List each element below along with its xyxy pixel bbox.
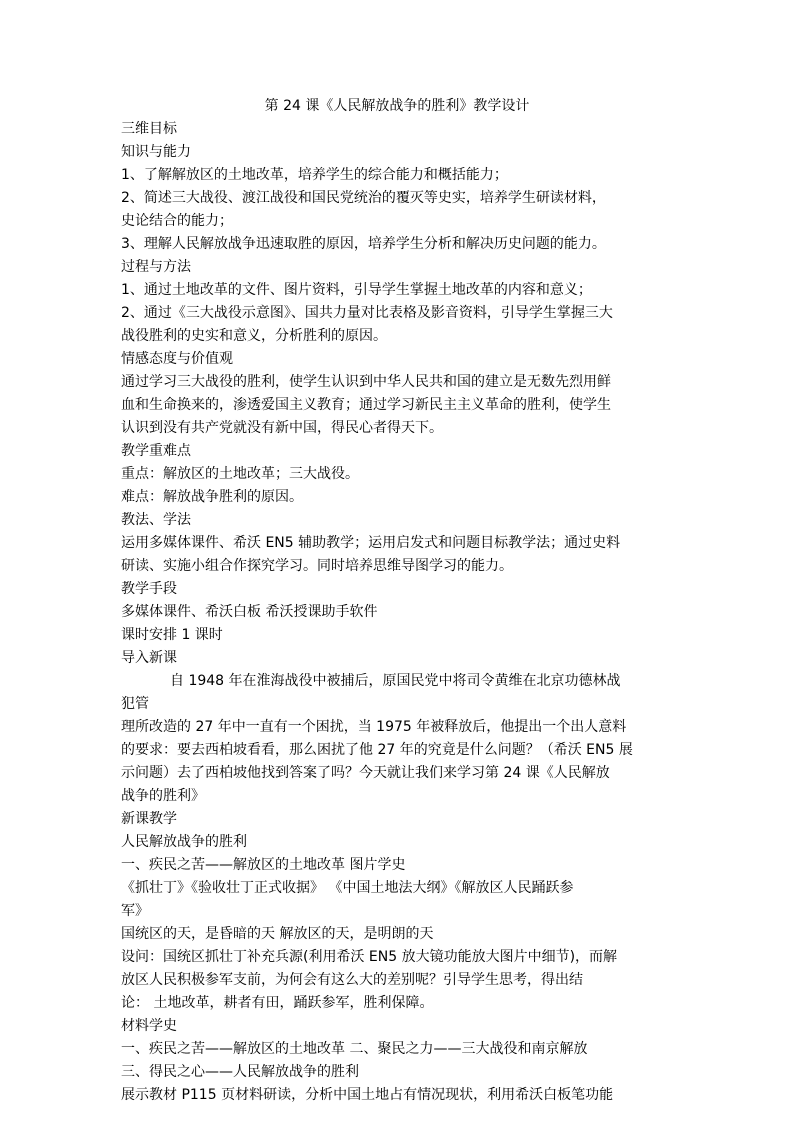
paragraph-line: 血和生命换来的，渗透爱国主义教育；通过学习新民主主义革命的胜利，使学生 <box>121 397 611 413</box>
paragraph-line: 战役胜利的史实和意义，分析胜利的原因。 <box>121 328 387 344</box>
paragraph-line: 难点：解放战争胜利的原因。 <box>121 489 303 505</box>
paragraph-line: 课时安排 1 课时 <box>121 627 223 643</box>
paragraph-line: 国统区的天，是昏暗的天 解放区的天，是明朗的天 <box>121 926 434 942</box>
heading-teaching-means: 教学手段 <box>121 581 177 597</box>
paragraph-line: 理所改造的 27 年中一直有一个困扰，当 1975 年被释放后，他提出一个出人意料 <box>121 719 627 735</box>
heading-introduction: 导入新课 <box>121 650 177 666</box>
paragraph-line: 一、疾民之苦——解放区的土地改革 图片学史 <box>121 857 406 873</box>
paragraph-line: 自 1948 年在淮海战役中被捕后，原国民党中将司令黄维在北京功德林战 <box>170 673 621 689</box>
paragraph-line: 史论结合的能力； <box>121 213 233 229</box>
paragraph-line: 2、通过《三大战役示意图》、国共力量对比表格及影音资料，引导学生掌握三大 <box>121 305 613 321</box>
paragraph-line: 3、理解人民解放战争迅速取胜的原因，培养学生分析和解决历史问题的能力。 <box>121 236 606 252</box>
heading-lesson-topic: 人民解放战争的胜利 <box>121 834 247 850</box>
paragraph-line: 通过学习三大战役的胜利，使学生认识到中华人民共和国的建立是无数先烈用鲜 <box>121 374 611 390</box>
paragraph-line: 论： 土地改革，耕者有田，踊跃参军，胜利保障。 <box>121 995 434 1011</box>
paragraph-line: 战争的胜利》 <box>121 788 205 804</box>
heading-three-dimensional-goals: 三维目标 <box>121 121 177 137</box>
paragraph-line: 放区人民积极参军支前，为何会有这么大的差别呢？引导学生思考，得出结 <box>121 972 583 988</box>
paragraph-line: 《抓壮丁》《验收壮丁正式收据》 《中国土地法大纲》《解放区人民踊跃参 <box>121 880 574 896</box>
paragraph-line: 军》 <box>121 903 149 919</box>
paragraph-line: 犯管 <box>121 696 149 712</box>
heading-key-difficult-points: 教学重难点 <box>121 443 191 459</box>
paragraph-line: 2、简述三大战役、渡江战役和国民党统治的覆灭等史实，培养学生研读材料， <box>121 190 606 206</box>
heading-knowledge-ability: 知识与能力 <box>121 144 191 160</box>
paragraph-line: 运用多媒体课件、希沃 EN5 辅助教学；运用启发式和问题目标教学法；通过史料 <box>121 535 621 551</box>
paragraph-line: 一、疾民之苦——解放区的土地改革 二、聚民之力——三大战役和南京解放 <box>121 1041 588 1057</box>
heading-new-lesson: 新课教学 <box>121 811 177 827</box>
heading-material-study: 材料学史 <box>121 1018 177 1034</box>
paragraph-line: 1、通过土地改革的文件、图片资料，引导学生掌握土地改革的内容和意义； <box>121 282 592 298</box>
paragraph-line: 认识到没有共产党就没有新中国，得民心者得天下。 <box>121 420 443 436</box>
paragraph-line: 1、了解解放区的土地改革，培养学生的综合能力和概括能力； <box>121 167 508 183</box>
paragraph-line: 展示教材 P115 页材料研读，分析中国土地占有情况现状，利用希沃白板笔功能 <box>121 1087 614 1103</box>
paragraph-line: 三、得民之心——人民解放战争的胜利 <box>121 1064 359 1080</box>
paragraph-line: 示问题）去了西柏坡他找到答案了吗？今天就让我们来学习第 24 课《人民解放 <box>121 765 610 781</box>
paragraph-line: 研读、实施小组合作探究学习。同时培养思维导图学习的能力。 <box>121 558 513 574</box>
heading-process-method: 过程与方法 <box>121 259 191 275</box>
paragraph-line: 重点：解放区的土地改革；三大战役。 <box>121 466 359 482</box>
document-title: 第 24 课《人民解放战争的胜利》教学设计 <box>264 98 530 114</box>
paragraph-line: 多媒体课件、希沃白板 希沃授课助手软件 <box>121 604 378 620</box>
heading-teaching-learning-methods: 教法、学法 <box>121 512 191 528</box>
paragraph-line: 设问：国统区抓壮丁补充兵源(利用希沃 EN5 放大镜功能放大图片中细节)，而解 <box>121 949 618 965</box>
heading-attitude-values: 情感态度与价值观 <box>121 351 233 367</box>
paragraph-line: 的要求：要去西柏坡看看，那么困扰了他 27 年的究竟是什么问题？（希沃 EN5 展 <box>121 742 633 758</box>
